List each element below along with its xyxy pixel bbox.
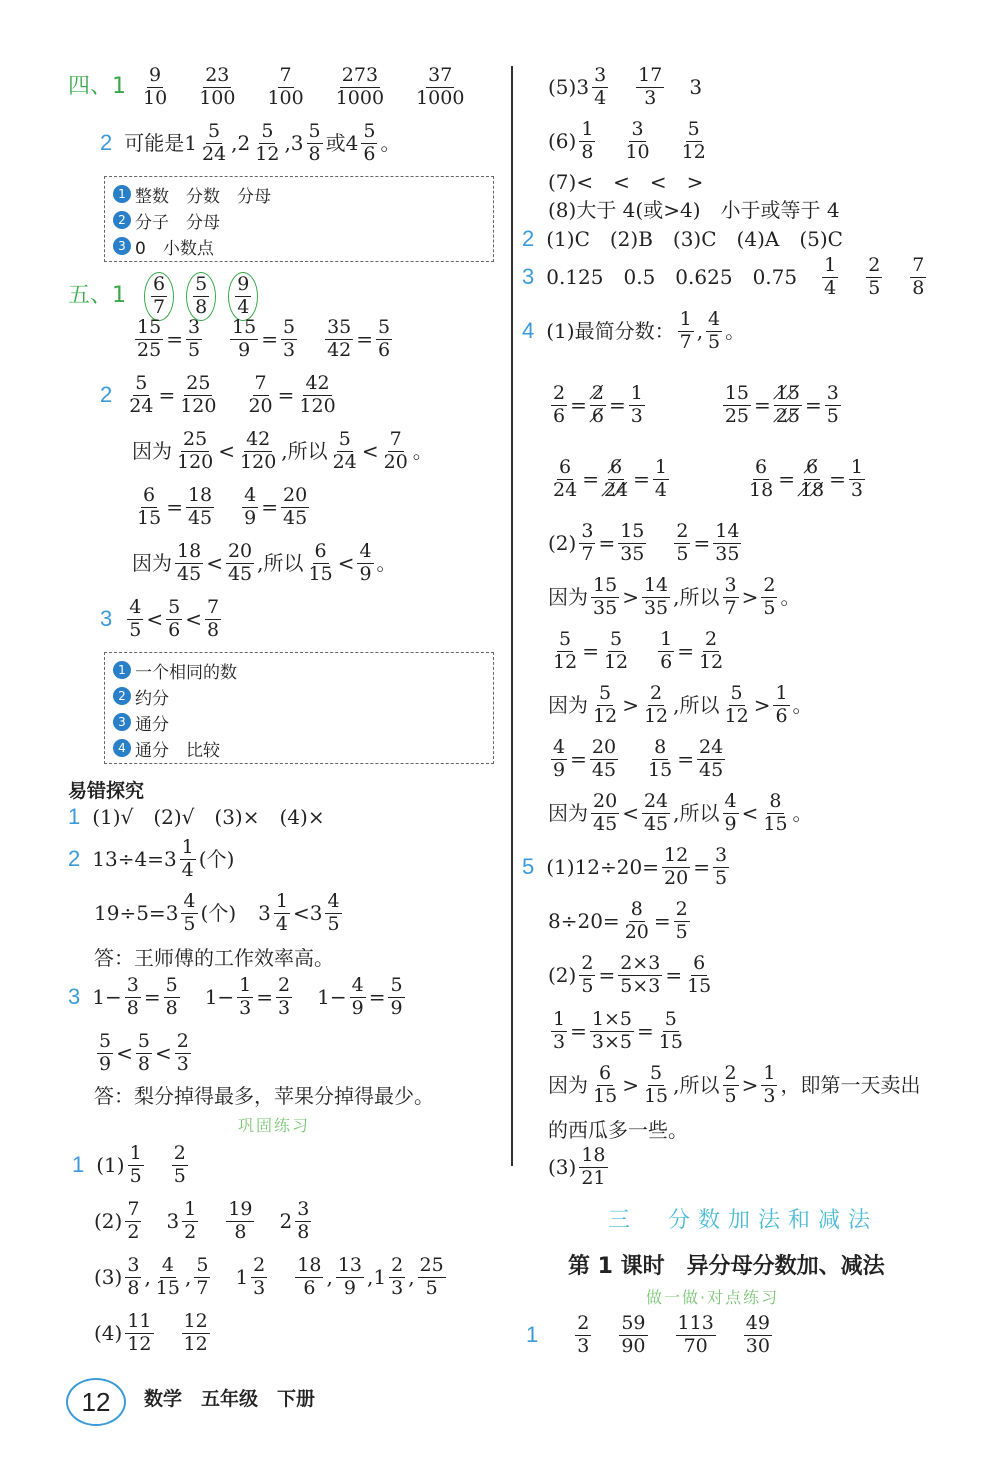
item-number: 1 <box>72 1152 85 1178</box>
footer-text: 数学 五年级 下册 <box>144 1388 316 1410</box>
page-number: 12 <box>66 1378 126 1426</box>
tip-text: 约分 <box>135 688 169 709</box>
answer-text: 答：王师傅的工作效率高。 <box>94 946 334 970</box>
yc2-line-b: 19÷5=3 $\frac{4}{5}$ (个) 3 $\frac{1}{4}$ <3 $\frac{4}{5}$ <box>94 890 340 935</box>
item-number: 5 <box>522 854 535 880</box>
section-label: 五、1 <box>68 283 126 309</box>
item-number: 2 <box>100 130 113 156</box>
compare-line: 因为 $\frac{20}{45}$ < $\frac{24}{45}$ ,所以 $\frac{4}{9}$ < $\frac{8}{15}$ 。 <box>548 790 813 835</box>
reduce-line: $\frac{2}{6}$ = $\frac{2̸}{6̸}$ = $\frac{1}{3}$ $\frac{15}{25}$ = $\frac{1̸5̸}{2̸5̸}$ = $\frac{3}{5}$ <box>553 382 839 427</box>
item-number: 1 <box>526 1322 539 1348</box>
compare-line: 因为 $\frac{15}{35}$ > $\frac{14}{35}$ ,所以 $\frac{3}{7}$ > $\frac{2}{5}$ 。 <box>548 574 801 619</box>
tip-text: 通分 <box>135 714 169 735</box>
equation-line: $\frac{6}{15}$ = $\frac{18}{45}$ $\frac{4}{9}$ = $\frac{20}{45}$ <box>137 484 308 529</box>
fraction: $\frac{7}{100}$ <box>267 64 304 109</box>
s5-3-line: 3 $\frac{4}{5}$ < $\frac{5}{6}$ < $\frac{7}{8}$ <box>100 596 220 641</box>
tip-text: 0 小数点 <box>135 238 214 259</box>
item-number: 2 <box>522 226 535 251</box>
tip-text: 一个相同的数 <box>135 662 237 683</box>
gl1-line-2: (2) $\frac{7}{2}$ 3 $\frac{1}{2}$ $\frac{19}{8}$ 2 $\frac{3}{8}$ <box>94 1198 310 1243</box>
item-number: 2 <box>100 382 113 408</box>
s4-2-line: 2 可能是 1 $\frac{5}{24}$ ,2 $\frac{5}{12}$ ,3 $\frac{5}{8}$ 或 4 $\frac{5}{6}$ 。 <box>100 120 401 165</box>
equation-line: (3) $\frac{18}{21}$ <box>548 1144 606 1189</box>
section-label: 四、1 <box>68 74 126 100</box>
item-number: 3 <box>522 264 535 290</box>
compare-line: $\frac{5}{9}$ < $\frac{5}{8}$ < $\frac{2}{3}$ <box>99 1030 189 1075</box>
s4-1-line <box>68 66 469 109</box>
r7-line: (7)< < < > <box>548 170 704 194</box>
answer-text: (1)C (2)B (3)C (4)A (5)C <box>546 227 843 251</box>
r5-q-line: 5 (1)12÷20= $\frac{12}{20}$ = $\frac{3}{5}$ <box>522 844 728 889</box>
item-number: 2 <box>68 846 81 872</box>
equation-line: $\frac{4}{9}$ = $\frac{20}{45}$ $\frac{8}{15}$ = $\frac{24}{45}$ <box>553 736 724 781</box>
r4-line: 4 (1)最简分数： $\frac{1}{7}$ , $\frac{4}{5}$ 。 <box>522 308 746 353</box>
tip-text: 分子 分母 <box>135 212 220 233</box>
item-number: 3 <box>68 984 81 1010</box>
fraction: $\frac{37}{1000}$ <box>416 64 465 109</box>
text: 或 <box>325 131 346 156</box>
chapter-title: 三 分数加法和减法 <box>608 1208 879 1233</box>
yc1-line <box>68 806 325 828</box>
equation-line: 8÷20= $\frac{8}{20}$ = $\frac{2}{5}$ <box>548 898 688 943</box>
lesson-q1-line: 1 $\frac{2}{3}$ $\frac{59}{90}$ $\frac{113}{70}$ $\frac{49}{30}$ <box>526 1312 770 1357</box>
answer-text: 0.125 0.5 0.625 0.75 <box>546 265 798 290</box>
reduce-line: $\frac{6}{24}$ = $\frac{6̸}{2̸4̸}$ = $\frac{1}{4}$ $\frac{6}{18}$ = $\frac{6̸}{1̸8̸}$ = $\frac{1}{3}$ <box>553 456 863 501</box>
fraction: $\frac{23}{100}$ <box>199 64 236 109</box>
answer-text: (1)最简分数： <box>546 319 675 344</box>
gl1-line-4: (4) $\frac{11}{12}$ $\frac{12}{12}$ <box>94 1310 208 1355</box>
s5-2-line: 2 $\frac{5}{24}$ = $\frac{25}{120}$ $\frac{7}{20}$ = $\frac{42}{120}$ <box>100 372 336 417</box>
r5-line: (5)3 $\frac{3}{4}$ $\frac{17}{3}$ 3 <box>548 64 703 109</box>
item-number: 1 <box>68 804 81 829</box>
item-number: 4 <box>522 318 535 344</box>
text: 可能是 <box>124 131 185 156</box>
compare-line: 因为 $\frac{6}{15}$ > $\frac{5}{15}$ ,所以 $\frac{2}{5}$ > $\frac{1}{3}$ ，即第一天卖出 <box>548 1062 921 1107</box>
tip-box-2: 1 一个相同的数 2 约分 3 通分 4 通分 比较 <box>104 652 494 764</box>
section-banner: 做一做·对点练习 <box>646 1288 780 1307</box>
item-number: 3 <box>100 606 113 632</box>
equation-line: $\frac{15}{25}$ = $\frac{3}{5}$ $\frac{15}{9}$ = $\frac{5}{3}$ $\frac{35}{42}$ = $\frac{5}{6}$ <box>137 316 391 361</box>
compare-line: 因为 $\frac{25}{120}$ < $\frac{42}{120}$ ,所以 $\frac{5}{24}$ < $\frac{7}{20}$ 。 <box>132 428 433 473</box>
equation-line: (2) $\frac{2}{5}$ = $\frac{2\times 3}{5\times 3}$ = $\frac{6}{15}$ <box>548 952 712 997</box>
gl1-line-3: (3) $\frac{3}{8}$ , $\frac{4}{15}$ , $\frac{5}{7}$ 1 $\frac{2}{3}$ $\frac{18}{6}$ , $\frac{13}{9}$ ,1 $\frac{2}{3}$ , $\frac{25}{5}$ <box>94 1254 444 1299</box>
gl1-line: 1 (1) $\frac{1}{5}$ $\frac{2}{5}$ <box>72 1142 186 1187</box>
tip-text: 通分 比较 <box>135 740 220 761</box>
fraction: $\frac{9}{10}$ <box>143 64 168 109</box>
compare-line: 因为 $\frac{5}{12}$ > $\frac{2}{12}$ ,所以 $\frac{5}{12}$ > $\frac{1}{6}$ 。 <box>548 682 813 727</box>
s5-1-line: 五、1 $\frac{6}{7}$ $\frac{5}{8}$ $\frac{9}{4}$ <box>68 272 264 321</box>
answer-line <box>94 1086 434 1106</box>
equation-line: $\frac{1}{3}$ = $\frac{1\times 5}{3\times 5}$ = $\frac{5}{15}$ <box>553 1008 683 1053</box>
answer-text: 答：梨分掉得最多，苹果分掉得最少。 <box>94 1084 434 1108</box>
tip-text: 整数 分数 分母 <box>135 186 271 207</box>
section-banner: 巩固练习 <box>238 1116 311 1135</box>
tip-box-1: 1 整数 分数 分母 2 分子 分母 3 0 小数点 <box>104 176 494 262</box>
r8-line: (8)大于 4(或>4) 小于或等于 4 <box>548 198 840 222</box>
yc2-line: 2 13÷4=3 $\frac{1}{4}$ (个) <box>68 836 235 881</box>
text: ，即第一天卖出 <box>780 1073 921 1098</box>
equation-line: $\frac{5}{12}$ = $\frac{5}{12}$ $\frac{1}{6}$ = $\frac{2}{12}$ <box>553 628 724 673</box>
r2-line <box>522 228 843 250</box>
fraction: $\frac{273}{1000}$ <box>335 64 385 109</box>
text-line: 的西瓜多一些。 <box>548 1118 688 1142</box>
compare-line: 因为 $\frac{18}{45}$ < $\frac{20}{45}$ ,所以 $\frac{6}{15}$ < $\frac{4}{9}$ 。 <box>132 540 397 585</box>
answer-line <box>94 948 334 968</box>
section-title: 易错探究 <box>68 780 145 802</box>
yc3-line: 3 1− $\frac{3}{8}$ = $\frac{5}{8}$ 1− $\frac{1}{3}$ = $\frac{2}{3}$ 1− $\frac{4}{9}$ = $\frac{5}{9}$ <box>68 974 403 1019</box>
r3-line: 3 0.125 0.5 0.625 0.75 $\frac{1}{4}$ $\frac{2}{5}$ $\frac{7}{8}$ <box>522 254 925 299</box>
lesson-title: 第 1 课时 异分母分数加、减法 <box>568 1254 885 1279</box>
answer-text: (1)√ (2)√ (3)× (4)× <box>92 805 325 829</box>
r6-line: (6) $\frac{1}{8}$ $\frac{3}{10}$ $\frac{5}{12}$ <box>548 118 706 163</box>
r4-2-line: (2) $\frac{3}{7}$ = $\frac{15}{35}$ $\frac{2}{5}$ = $\frac{14}{35}$ <box>548 520 740 565</box>
column-divider <box>511 66 513 1166</box>
